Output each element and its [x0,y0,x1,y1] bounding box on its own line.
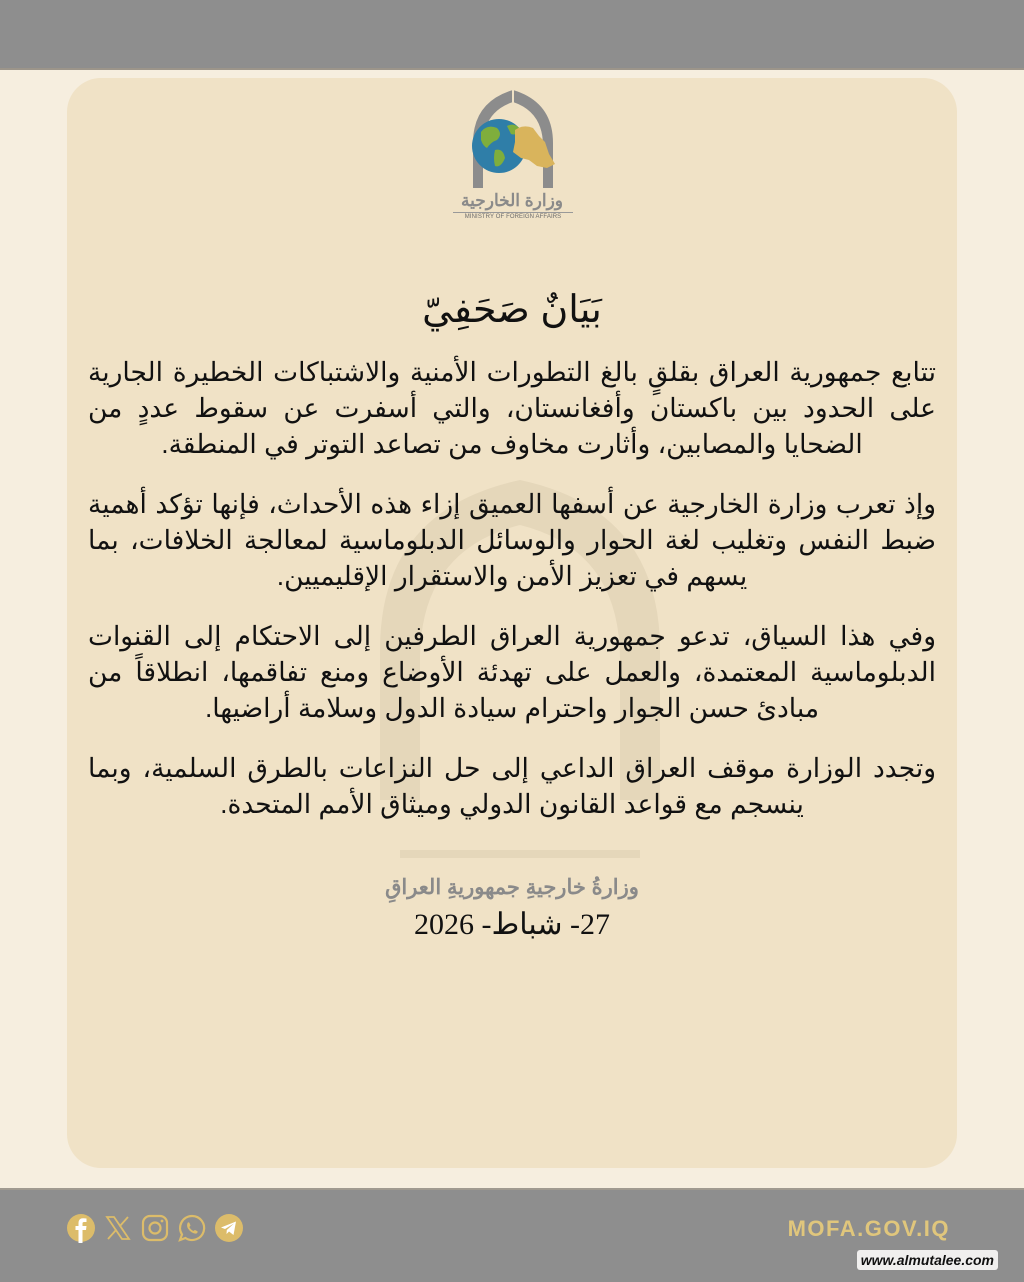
statement-signature: وزارةُ خارجيةِ جمهوريةِ العراقِ [385,876,639,899]
instagram-icon[interactable] [140,1213,170,1243]
statement-content [88,286,936,944]
whatsapp-icon[interactable] [177,1213,207,1243]
x-icon[interactable] [103,1213,133,1243]
statement-paragraph-1: تتابع جمهورية العراق بقلقٍ بالغ التطورات الأمنية والاشتباكات الخطيرة الجارية على الحدود بين باكستان وأفغانستان، والتي أسفرت عن سقوط عددٍ من الضحايا والمصابين، وأثارت مخاوف من تصاعد التوتر في المنطقة. [88,357,936,459]
logo-english-text: MINISTRY OF FOREIGN AFFAIRS [453,212,573,220]
telegram-icon[interactable] [214,1213,244,1243]
logo-arabic-text: وزارة الخارجية [461,191,563,210]
ministry-emblem-icon [463,88,563,192]
social-links [66,1213,244,1243]
statement-title: بَيَانٌ صَحَفِيّ [422,289,602,331]
statement-date: 27- شباط- 2026 [413,908,611,941]
statement-paragraph-3: وفي هذا السياق، تدعو جمهورية العراق الطرفين إلى الاحتكام إلى القنوات الدبلوماسية المعتمدة، والعمل على تهدئة الأوضاع ومنع تفاقمها، انطلاقاً من مبادئ حسن الجوار واحترام سيادة الدول وسلامة أراضيها. [88,621,936,723]
top-bar [0,0,1024,70]
source-credit: www.almutalee.com [857,1250,998,1270]
statement-paragraph-2: وإذ تعرب وزارة الخارجية عن أسفها العميق إزاء هذه الأحداث، فإنها تؤكد أهمية ضبط النفس وتغليب لغة الحوار والوسائل الدبلوماسية لمعالجة الخلافات، بما يسهم في تعزيز الأمن والاستقرار الإقليميين. [88,489,936,591]
website-link[interactable]: MOFA.GOV.IQ [787,1216,950,1241]
ministry-logo [463,88,563,228]
statement-paragraph-4: وتجدد الوزارة موقف العراق الداعي إلى حل النزاعات بالطرق السلمية، وبما ينسجم مع قواعد القانون الدولي وميثاق الأمم المتحدة. [88,753,936,819]
facebook-icon[interactable] [66,1213,96,1243]
